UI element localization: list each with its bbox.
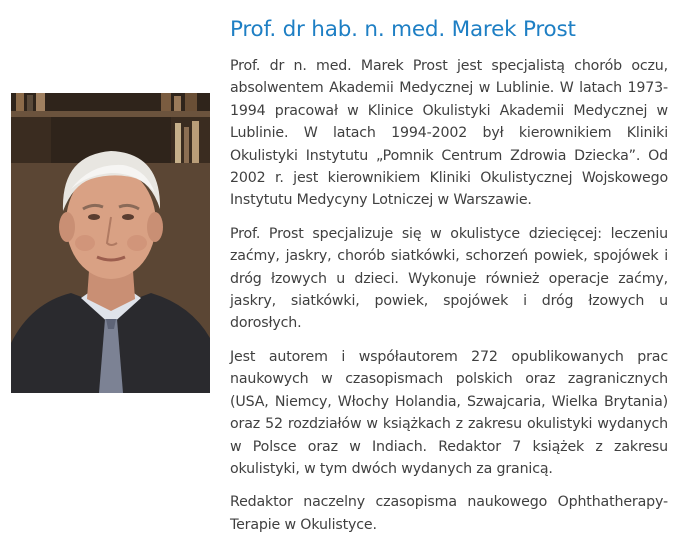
- bio-paragraph-specialization: Prof. Prost specjalizuje się w okulistyce dziecięcej: leczeniu zaćmy, jaskry, chorób siatkówki, schorzeń powiek, spojówek i dróg łzowych u dzieci. Wykonuje również operacje zaćmy, jaskry, siatkówki, powiek, spojówek i dróg łzowych u dorosłych.: [230, 225, 668, 332]
- profile-content: [230, 14, 668, 547]
- bio-paragraph-editor: Redaktor naczelny czasopisma naukowego Ophthatherapy-Terapie w Okulistyce.: [230, 494, 668, 533]
- bio-paragraph-education: Prof. dr n. med. Marek Prost jest specjalistą chorób oczu, absolwentem Akademii Medycznej w Lublinie. W latach 1973-1994 pracował w Klinice Okulistyki Akademii Medycznej w Lublinie. W latach 1994-2002 był kierownikiem Kliniki Okulistyki Instytutu „Pomnik Centrum Zdrowia Dziecka”. Od 2002 r. jest kierownikiem Kliniki Okulistycznej Wojskowego Instytutu Medycyny Lotniczej w Warszawie.: [230, 58, 668, 209]
- page-title: Prof. dr hab. n. med. Marek Prost: [230, 17, 576, 42]
- profile-photo: [11, 93, 210, 393]
- portrait-illustration: [11, 93, 210, 393]
- bio-paragraph-publications: Jest autorem i współautorem 272 opublikowanych prac naukowych w czasopismach polskich oraz zagranicznych (USA, Niemcy, Włochy Holandia, Szwajcaria, Wielka Brytania) oraz 52 rozdziałów w książkach z zakresu okulistyki wydanych w Polsce oraz w Indiach. Redaktor 7 książek z zakresu okulistyki, w tym dwóch wydanych za granicą.: [230, 348, 668, 477]
